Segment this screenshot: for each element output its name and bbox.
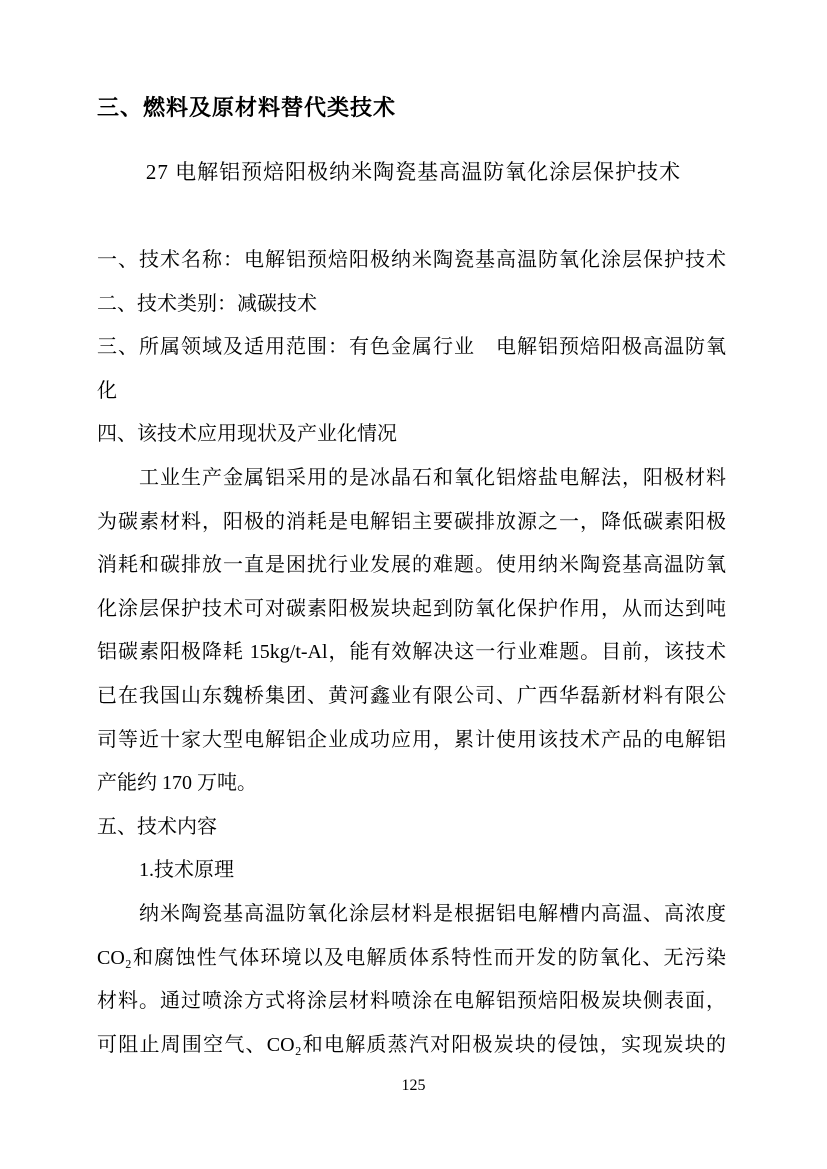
text-line: 材料。通过喷涂方式将涂层材料喷涂在电解铝预焙阳极炭块侧表面，	[97, 990, 726, 1013]
text-line: 消耗和碳排放一直是困扰行业发展的难题。使用纳米陶瓷基高温防氧	[97, 554, 726, 577]
text-line: 已在我国山东魏桥集团、黄河鑫业有限公司、广西华磊新材料有限公	[97, 684, 726, 707]
text-line: 1.技术原理	[139, 859, 234, 882]
text-line: 五、技术内容	[97, 815, 217, 838]
text-line: 产能约 170 万吨。	[97, 772, 257, 795]
text-line: 工业生产金属铝采用的是冰晶石和氧化铝熔盐电解法，阳极材料	[139, 466, 726, 489]
text-line: 铝碳素阳极降耗 15kg/t-Al，能有效解决这一行业难题。目前，该技术	[97, 641, 726, 664]
article-title: 27 电解铝预焙阳极纳米陶瓷基高温防氧化涂层保护技术	[145, 160, 682, 184]
text-line: 四、该技术应用现状及产业化情况	[97, 423, 397, 446]
text-line: 一、技术名称：电解铝预焙阳极纳米陶瓷基高温防氧化涂层保护技术	[97, 249, 726, 271]
text-line: 化涂层保护技术可对碳素阳极炭块起到防氧化保护作用，从而达到吨	[97, 597, 726, 620]
text-line: CO₂和腐蚀性气体环境以及电解质体系特性而开发的防氧化、无污染	[97, 946, 726, 969]
text-line: 二、技术类别：减碳技术	[97, 292, 317, 315]
document-body	[97, 239, 726, 1067]
text-line: 可阻止周围空气、CO₂和电解质蒸汽对阳极炭块的侵蚀，实现炭块的	[97, 1033, 726, 1056]
text-line: 司等近十家大型电解铝企业成功应用，累计使用该技术产品的电解铝	[97, 728, 726, 751]
section-heading: 三、燃料及原材料替代类技术	[97, 95, 397, 120]
text-line: 为碳素材料，阳极的消耗是电解铝主要碳排放源之一，降低碳素阳极	[97, 510, 726, 533]
text-line: 化	[97, 379, 117, 402]
page-number: 125	[401, 1077, 426, 1094]
text-line: 纳米陶瓷基高温防氧化涂层材料是根据铝电解槽内高温、高浓度	[139, 902, 726, 925]
text-line: 三、所属领域及适用范围：有色金属行业 电解铝预焙阳极高温防氧	[97, 336, 726, 359]
